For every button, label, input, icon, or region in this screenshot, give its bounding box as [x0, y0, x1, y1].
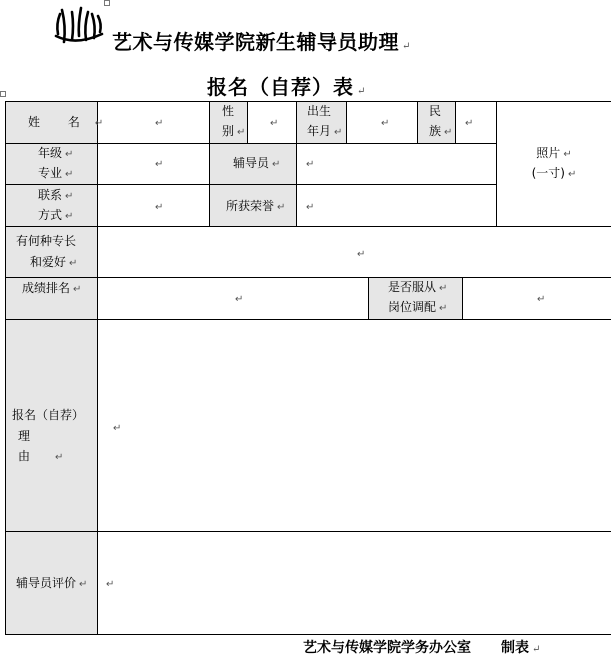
- table-line: [296, 101, 297, 227]
- table-line: [247, 101, 248, 144]
- obey-value[interactable]: ↵: [537, 294, 546, 305]
- table-line: [455, 101, 456, 144]
- hobby-label: 有何种专长: [16, 234, 77, 248]
- ethnicity-value[interactable]: ↵: [465, 118, 474, 129]
- counselor-value[interactable]: ↵: [306, 159, 315, 170]
- name-value[interactable]: ↵: [155, 118, 164, 129]
- college-logo: [52, 6, 106, 46]
- table-line: [5, 143, 496, 144]
- gender-value[interactable]: ↵: [270, 118, 279, 129]
- counselor-label: 辅导员 ↵: [233, 156, 281, 170]
- major-label: 专业 ↵: [38, 166, 74, 180]
- hobby-value[interactable]: ↵: [357, 249, 366, 260]
- page-corner-mark: [0, 91, 6, 97]
- grade-label: 年级 ↵: [38, 146, 74, 160]
- photo-size-label: (一寸) ↵: [531, 166, 577, 180]
- gender-label: 性: [222, 104, 235, 118]
- hobby-label: 和爱好 ↵: [30, 255, 78, 269]
- gender-label: 别 ↵: [222, 124, 246, 138]
- table-line: [5, 101, 6, 635]
- footer-signature: 艺术与传媒学院学务办公室 制表 ↵: [303, 640, 541, 656]
- birth-label: 年月 ↵: [307, 124, 343, 138]
- table-line: [417, 101, 418, 144]
- ranking-value[interactable]: ↵: [235, 294, 244, 305]
- birth-value[interactable]: ↵: [381, 118, 390, 129]
- table-line: [462, 277, 463, 320]
- honors-value[interactable]: ↵: [306, 202, 315, 213]
- evaluation-value[interactable]: ↵: [106, 579, 115, 590]
- honors-label: 所获荣誉 ↵: [226, 199, 286, 213]
- table-line: [209, 101, 210, 227]
- ethnicity-label: 民: [429, 104, 442, 118]
- obey-label: 岗位调配 ↵: [388, 300, 448, 314]
- table-line: [5, 634, 611, 635]
- name-label: 姓 名 ↵: [28, 115, 104, 129]
- page-corner-mark: [104, 0, 110, 6]
- reason-label-cell: [6, 319, 97, 531]
- grade-value[interactable]: ↵: [155, 159, 164, 170]
- table-line: [97, 101, 98, 635]
- obey-label: 是否服从 ↵: [388, 280, 448, 294]
- ranking-label: 成绩排名 ↵: [22, 281, 82, 295]
- photo-label: 照片 ↵: [536, 146, 572, 160]
- reason-label: 理 由 ↵: [18, 429, 64, 463]
- table-line: [5, 277, 611, 278]
- table-line: [5, 184, 496, 185]
- title-line-1: 艺术与传媒学院新生辅导员助理 ↵: [112, 30, 411, 54]
- table-line: [368, 277, 369, 320]
- contact-label: 方式 ↵: [38, 208, 74, 222]
- contact-label: 联系 ↵: [38, 188, 74, 202]
- table-line: [5, 531, 611, 532]
- reason-value[interactable]: ↵: [113, 423, 122, 434]
- reason-label: 报名（自荐）: [12, 408, 85, 422]
- evaluation-label: 辅导员评价 ↵: [16, 576, 88, 590]
- ethnicity-label: 族 ↵: [429, 124, 453, 138]
- contact-value[interactable]: ↵: [155, 202, 164, 213]
- table-line: [5, 226, 611, 227]
- title-line-2: 报名（自荐）表 ↵: [207, 75, 367, 99]
- table-line: [346, 101, 347, 144]
- table-line: [5, 319, 611, 320]
- birth-label: 出生: [307, 104, 332, 118]
